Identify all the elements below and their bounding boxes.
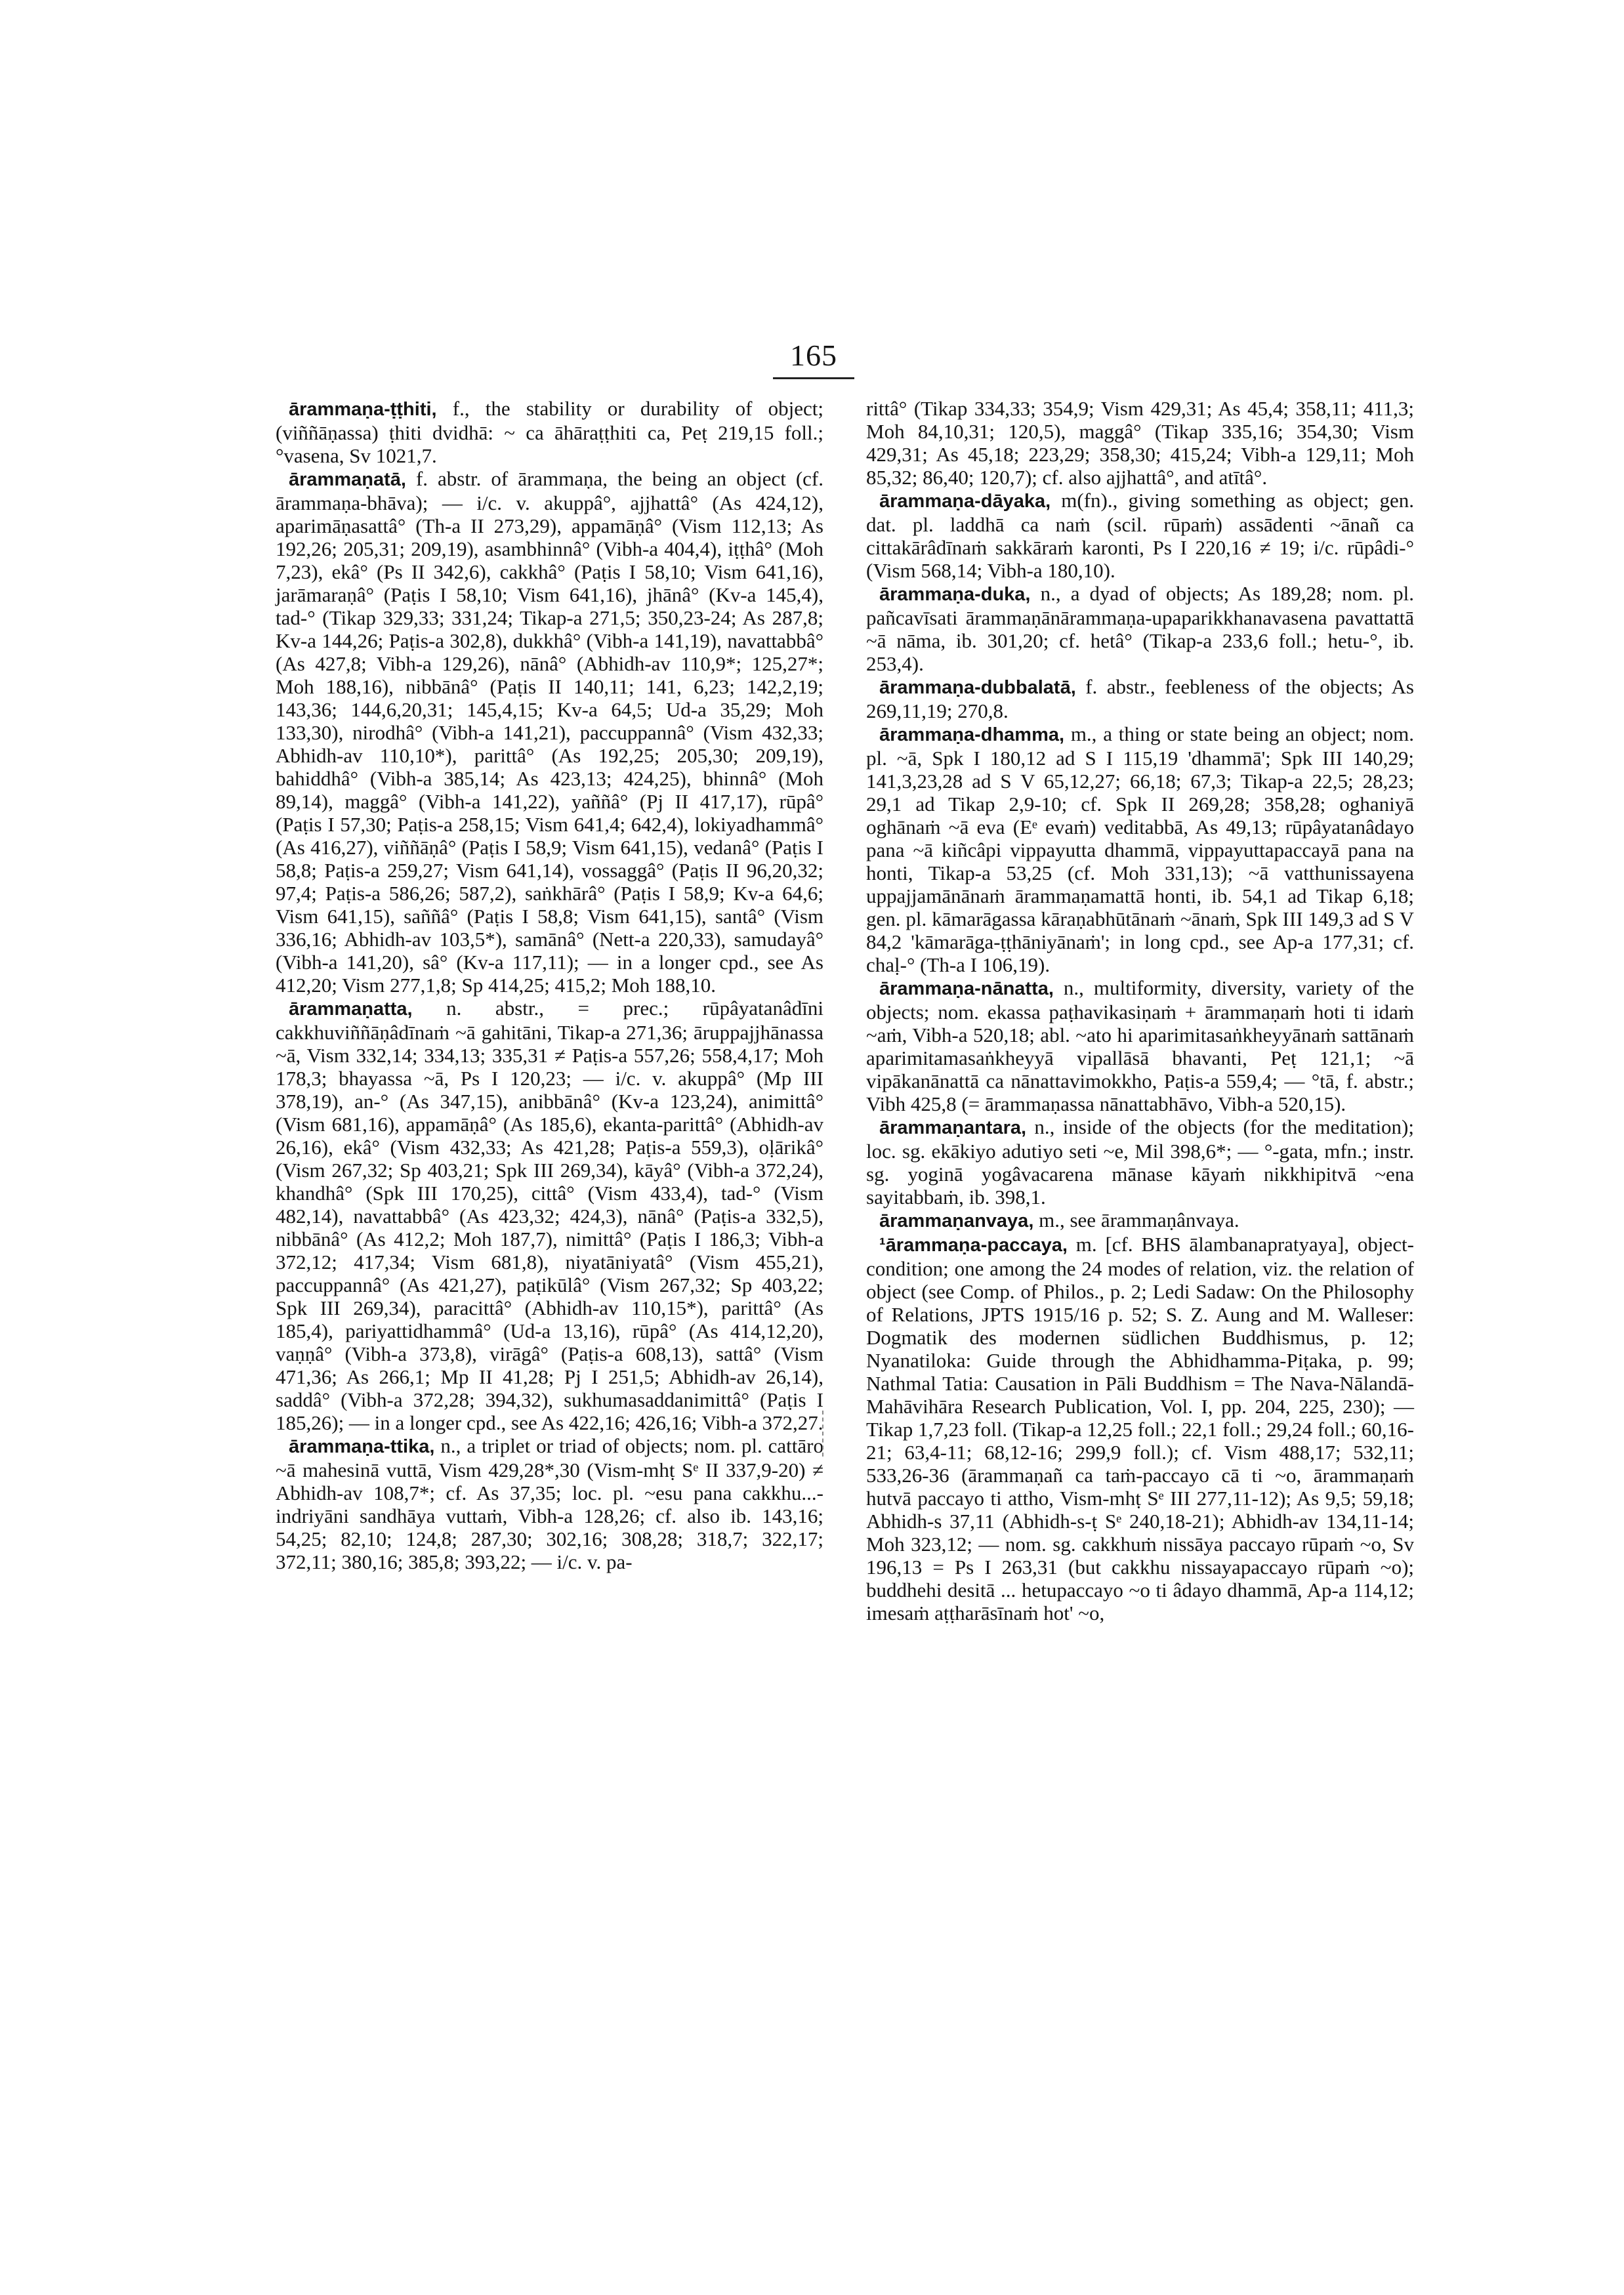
dictionary-entry [866,1115,1414,1209]
entry-body: m(fn)., giving something as object; gen. dat. pl. laddhā ca naṁ (scil. rūpaṁ) assādenti ~ānañ ca cittakārâdīnaṁ sakkāraṁ karonti, Ps I 220,16 ≠ 19; i/c. rūpâdi-° (Vism 568,14; Vibh-a 180,10). [866,489,1414,582]
entry-body: m., see ārammaṇânvaya. [1033,1209,1239,1231]
dictionary-entry [276,467,823,997]
dictionary-entry [866,489,1414,582]
dictionary-entry [866,1233,1414,1624]
entry-headword: ārammaṇatā, [289,469,406,490]
page-number: 165 [790,339,837,372]
dictionary-entry [276,997,823,1434]
entry-body: f. abstr., feebleness of the objects; As 269,11,19; 270,8. [866,675,1414,722]
dictionary-entry [866,582,1414,675]
entry-body: rittâ° (Tikap 334,33; 354,9; Vism 429,31; As 45,4; 358,11; 411,3; Moh 84,10,31; 120,5), maggâ° (Tikap 335,16; 354,30; Vism 429,31; As 45,18; 223,29; 358,30; 415,24; Vibh-a 129,11; Moh 85,32; 86,40; 120,7); cf. also ajjhattâ°, and atītâ°. [866,397,1414,489]
dictionary-entry [276,397,823,467]
entry-headword: ¹ārammaṇa-paccaya, [879,1235,1068,1256]
entry-headword: ārammaṇa-ṭṭhiti, [289,399,437,420]
entry-body: n., a triplet or triad of objects; nom. pl. cattāro ~ā mahesinā vuttā, Vism 429,28*,30 (Vism-mhṭ Sᵉ II 337,9-20) ≠ Abhidh-av 108,7*; cf. As 37,35; loc. pl. ~esu pana cakkhu...-indriyāni sandhāya vuttaṁ, Vibh-a 128,26; cf. also ib. 143,16; 54,25; 82,10; 124,8; 287,30; 302,16; 308,28; 318,7; 322,17; 372,11; 380,16; 385,8; 393,22; — i/c. v. pa- [276,1434,823,1573]
entry-headword: ārammaṇatta, [289,999,413,1020]
margin-mark [822,1411,823,1457]
dictionary-entry [276,1434,823,1573]
page-number-rule [773,377,854,379]
entry-body: n., a dyad of objects; As 189,28; nom. pl. pañcavīsati ārammaṇānārammaṇa-upaparikkhanavasena pavattattā ~ā nāma, ib. 301,20; cf. hetâ° (Tikap-a 233,6 foll.; hetu-°, ib. 253,4). [866,582,1414,675]
dictionary-entry [866,722,1414,976]
dictionary-entry [866,976,1414,1115]
entry-headword: ārammaṇanvaya, [879,1210,1034,1231]
dictionary-entry [866,397,1414,489]
entry-headword: ārammaṇa-ttika, [289,1436,435,1457]
entry-body: f., the stability or durability of object; (viññāṇassa) ṭhiti dvidhā: ~ ca āhāraṭṭhiti ca, Peṭ 219,15 foll.; °vasena, Sv 1021,7. [276,397,823,467]
entry-body: f. abstr. of ārammaṇa, the being an object (cf. ārammaṇa-bhāva); — i/c. v. akuppâ°, ajjhattâ° (As 424,12), aparimāṇasattâ° (Th-a II 273,29), appamāṇâ° (Vism 112,13; As 192,26; 205,31; 209,19), asambhinnâ° (Vibh-a 404,4), iṭṭhâ° (Moh 7,23), ekâ° (Ps II 342,6), cakkhâ° (Paṭis I 58,10; Vism 641,16), jarāmaraṇâ° (Paṭis I 58,10; Vism 641,16), jhānâ° (Kv-a 145,4), tad-° (Tikap 329,33; 331,24; Tikap-a 271,5; 350,23-24; As 287,8; Kv-a 144,26; Paṭis-a 302,8), dukkhâ° (Vibh-a 141,19), navattabbâ° (As 427,8; Vibh-a 129,26), nānâ° (Abhidh-av 110,9*; 125,27*; Moh 188,16), nibbānâ° (Paṭis II 140,11; 141, 6,23; 142,2,19; 143,36; 144,6,20,31; 145,4,15; Kv-a 64,5; Ud-a 35,29; Moh 133,30), nirodhâ° (Vibh-a 141,21), paccuppannâ° (Vism 432,33; Abhidh-av 110,10*), parittâ° (As 192,25; 205,30; 209,19), bahiddhâ° (Vibh-a 385,14; As 423,13; 424,25), bhinnâ° (Moh 89,14), maggâ° (Vibh-a 141,22), yaññâ° (Pj II 417,17), rūpâ° (Paṭis I 57,30; Paṭis-a 258,15; Vism 641,4; 642,4), lokiyadhammâ° (As 416,27), viññāṇâ° (Paṭis I 58,9; Vism 641,15), vedanâ° (Paṭis I 58,8; Paṭis-a 259,27; Vism 641,14), vossaggâ° (Paṭis II 96,20,32; 97,4; Paṭis-a 586,26; 587,2), saṅkhārâ° (Paṭis I 58,9; Kv-a 64,6; Vism 641,15), saññâ° (Paṭis I 58,8; Vism 641,15), santâ° (Vism 336,16; Abhidh-av 103,5*), samānâ° (Nett-a 220,33), samudayâ° (Vibh-a 141,20), sâ° (Kv-a 117,11); — in a longer cpd., see As 412,20; Vism 277,1,8; Sp 414,25; 415,2; Moh 188,10. [276,467,823,997]
entry-body: n., inside of the objects (for the meditation); loc. sg. ekākiyo adutiyo seti ~e, Mil 398,6*; — °-gata, mfn.; instr. sg. yoginā yogâvacarena mānase kāyaṁ nikkhipitvā ~ena sayitabbaṁ, ib. 398,1. [866,1115,1414,1209]
entry-body: m., a thing or state being an object; nom. pl. ~ā, Spk I 180,12 ad S I 115,19 'dhammā'; Spk III 140,29; 141,3,23,28 ad S V 65,12,27; 66,18; 67,3; Tikap-a 22,5; 28,23; 29,1 ad Tikap 2,9-10; cf. Spk II 269,28; 358,28; oghaniyā oghānaṁ ~ā eva (Eᵉ evaṁ) veditabbā, As 49,13; rūpâyatanâdayo pana ~ā kiñcâpi vippayutta dhammā, vippayuttapaccayā pana na honti, Tikap-a 53,25 (cf. Moh 331,13); ~ā vatthunissayena uppajjamānānaṁ ārammaṇamattā honti, ib. 54,1 ad Tikap 6,18; gen. pl. kāmarāgassa kāraṇabhūtānaṁ ~ānaṁ, Spk III 149,3 ad S V 84,2 'kāmarāga-ṭṭhāniyānaṁ'; in long cpd., see Ap-a 177,31; cf. chaḷ-° (Th-a I 106,19). [866,722,1414,976]
entry-headword: ārammaṇa-dhamma, [879,724,1065,745]
left-column [276,397,823,1573]
dictionary-entry [866,675,1414,722]
entry-body: n. abstr., = prec.; rūpâyatanâdīni cakkhuviññāṇâdīnaṁ ~ā gahitāni, Tikap-a 271,36; āruppajjhānassa ~ā, Vism 332,14; 334,13; 335,31 ≠ Paṭis-a 557,26; 558,4,17; Moh 178,3; bhayassa ~ā, Ps I 120,23; — i/c. v. akuppâ° (Mp III 378,19), an-° (As 347,15), anibbānâ° (Kv-a 123,24), animittâ° (Vism 681,16), appamāṇâ° (As 185,6), ekanta-parittâ° (Abhidh-av 26,16), ekâ° (Vism 432,33; As 421,28; Paṭis-a 559,3), oḷārikâ° (Vism 267,32; Sp 403,21; Spk III 269,34), kāyâ° (Vibh-a 372,24), khandhâ° (Spk III 170,25), cittâ° (Vism 433,4), tad-° (Vism 482,14), navattabbâ° (As 423,32; 424,3), nānâ° (Paṭis-a 332,5), nibbānâ° (As 412,2; Moh 187,7), nimittâ° (Paṭis I 186,3; Vibh-a 372,12; 417,34; Vism 681,8), niyatāniyatâ° (Vism 455,21), paccuppannâ° (As 421,27), paṭikūlâ° (Vism 267,32; Sp 403,22; Spk III 269,34), paracittâ° (Abhidh-av 110,15*), parittâ° (As 185,4), pariyattidhammâ° (Ud-a 13,16), rūpâ° (As 414,12,20), vaṇṇâ° (Vibh-a 373,8), virāgâ° (Paṭis-a 608,13), sattâ° (Vism 471,36; As 266,1; Mp II 41,28; Pj I 251,5; Abhidh-av 26,14), saddâ° (Vibh-a 372,28; 394,32), sukhumasaddanimittâ° (Paṭis I 185,26); — in a longer cpd., see As 422,16; 426,16; Vibh-a 372,27. [276,997,823,1434]
right-column [866,397,1414,1624]
entry-body: m. [cf. BHS ālambanapratyaya], object-condition; one among the 24 modes of relation, viz. the relation of object (see Comp. of Philos., p. 2; Ledi Sadaw: On the Philosophy of Relations, JPTS 1915/16 p. 52; S. Z. Aung and M. Walleser: Dogmatik des modernen südlichen Buddhismus, p. 12; Nyanatiloka: Guide through the Abhidhamma-Piṭaka, p. 99; Nathmal Tatia: Causation in Pāli Buddhism = The Nava-Nālandā-Mahāvihāra Research Publication, Vol. I, pp. 204, 225, 230); — Tikap 1,7,23 foll. (Tikap-a 12,25 foll.; 22,1 foll.; 29,24 foll.; 60,16-21; 63,4-11; 68,12-16; 299,9 foll.); cf. Vism 488,17; 532,11; 533,26-36 (ārammaṇañ ca taṁ-paccayo cā ti ~o, ārammaṇaṁ hutvā paccayo ti attho, Vism-mhṭ Sᵉ III 277,11-12); As 9,5; 59,18; Abhidh-s 37,11 (Abhidh-s-ṭ Sᵉ 240,18-21); Abhidh-av 134,11-14; Moh 323,12; — nom. sg. cakkhuṁ nissāya paccayo rūpaṁ ~o, Sv 196,13 = Ps I 263,31 (but cakkhu nissayapaccayo rūpaṁ ~o); buddhehi desitā ... hetupaccayo ~o ti âdayo dhammā, Ap-a 114,12; imesaṁ aṭṭharāsīnaṁ hot' ~o, [866,1233,1414,1624]
dictionary-entry [866,1209,1414,1233]
entry-headword: ārammaṇa-dubbalatā, [879,677,1076,698]
entry-body: n., multiformity, diversity, variety of the objects; nom. ekassa paṭhavikasiṇaṁ + ārammaṇaṁ hoti ti idaṁ ~aṁ, Vibh-a 520,18; abl. ~ato hi aparimitasaṅkheyyānaṁ sattānaṁ aparimitamasaṅkheyyā vipallāsā bhavanti, Peṭ 121,1; ~ā vipākanānattā ca nānattavimokkho, Paṭis-a 559,4; — °tā, f. abstr.; Vibh 425,8 (= ārammaṇassa nānattabhāvo, Vibh-a 520,15). [866,976,1414,1115]
entry-headword: ārammaṇa-dāyaka, [879,491,1051,512]
entry-headword: ārammaṇantara, [879,1117,1027,1138]
entry-headword: ārammaṇa-nānatta, [879,978,1054,999]
entry-headword: ārammaṇa-duka, [879,584,1031,605]
